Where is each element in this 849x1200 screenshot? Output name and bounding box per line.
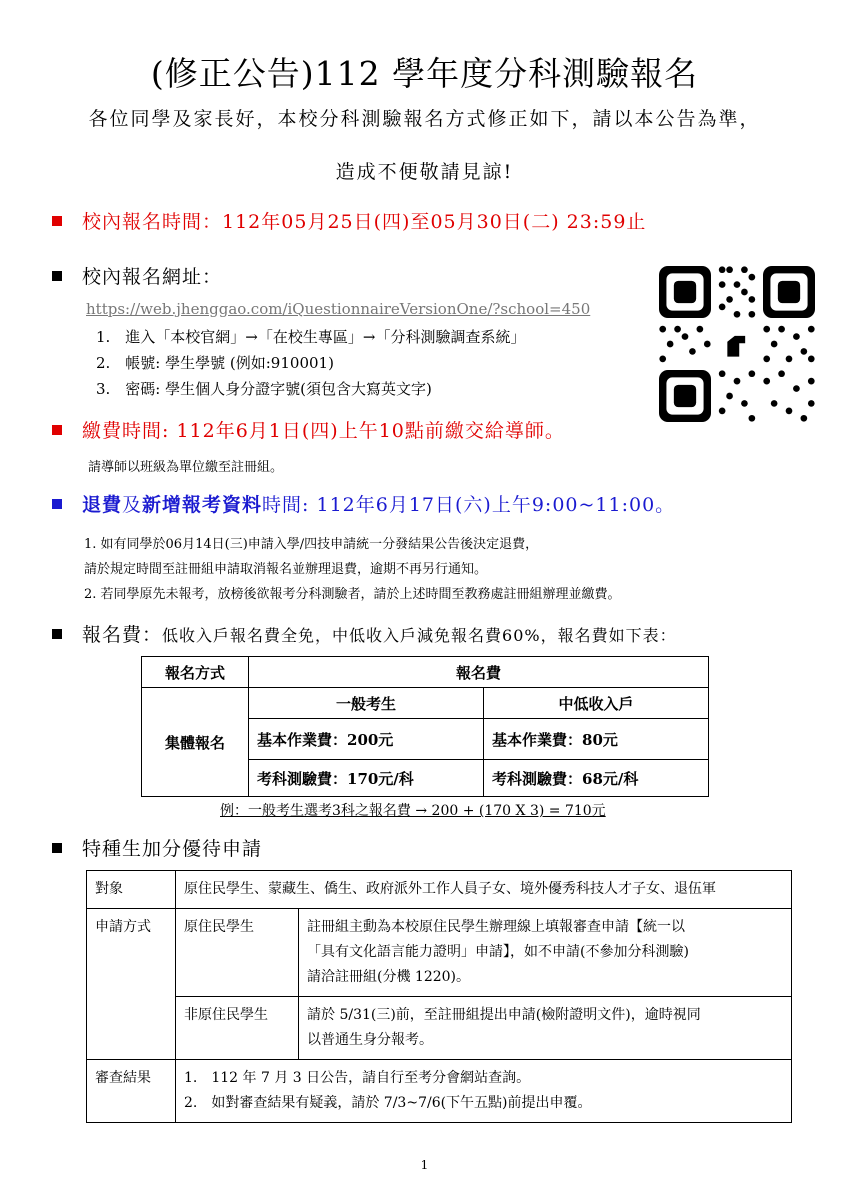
special-method-indigenous-text bbox=[299, 909, 792, 997]
refund-note-1: 1. 如有同學於06月14日(三)申請入學/四技申請統一分發結果公告後決定退費， bbox=[84, 537, 539, 552]
registration-url-link[interactable]: https://web.jhenggao.com/iQuestionnaireVersionOne/?school=450 bbox=[86, 300, 591, 318]
special-method-indigenous-line-1: 註冊組主動為本校原住民學生辦理線上填報審查申請【統一以 bbox=[307, 919, 685, 935]
fee-table-method: 集體報名 bbox=[142, 688, 249, 797]
special-method-indigenous: 原住民學生 bbox=[176, 909, 299, 997]
special-method-non-indigenous-line-1: 請於 5/31(三)前，至註冊組提出申請(檢附證明文件)，逾時視同 bbox=[307, 1007, 701, 1023]
special-result-line-1: 1. 112 年 7 月 3 日公告，請自行至考分會網站查詢。 bbox=[184, 1070, 531, 1086]
refund-note-1b: 請於規定時間至註冊組申請取消報名並辦理退費，逾期不再另行通知。 bbox=[84, 562, 488, 577]
special-row-target-label: 對象 bbox=[87, 871, 176, 909]
page-title: (修正公告)112 學年度分科測驗報名 bbox=[150, 54, 699, 93]
refund-time-heading: 退費及新增報考資料時間: 112年6月17日(六)上午9:00~11:00。 bbox=[52, 490, 675, 517]
refund-note-2: 2. 若同學原先未報考，放榜後欲報考分科測驗者，請於上述時間至教務處註冊組辦理並繳費。 bbox=[84, 587, 621, 602]
bullet-square-icon bbox=[52, 629, 62, 639]
step-2: 2. 帳號: 學生學號 (例如:910001) bbox=[96, 354, 334, 372]
payment-time-heading: 繳費時間: 112年6月1日(四)上午10點前繳交給導師。 bbox=[52, 416, 565, 443]
step-1: 1. 進入「本校官網」→「在校生專區」→「分科測驗調查系統」 bbox=[96, 328, 526, 346]
registration-url-heading: 校內報名網址： bbox=[52, 262, 222, 289]
bullet-square-icon bbox=[52, 499, 62, 509]
fee-heading: 報名費：低收入戶報名費全免，中低收入戶減免報名費60%，報名費如下表： bbox=[52, 620, 677, 647]
fee-table-header-fee: 報名費 bbox=[249, 657, 709, 688]
special-row-target-value: 原住民學生、蒙藏生、僑生、政府派外工作人員子女、境外優秀科技人才子女、退伍軍 bbox=[176, 871, 792, 909]
special-method-indigenous-line-2: 「具有文化語言能力證明」申請】，如不申請(不參加分科測驗) bbox=[307, 944, 689, 960]
bullet-square-icon bbox=[52, 216, 62, 226]
bullet-square-icon bbox=[52, 271, 62, 281]
special-method-non-indigenous-line-2: 以普通生身分報考。 bbox=[307, 1032, 433, 1048]
special-method-non-indigenous-text bbox=[299, 997, 792, 1060]
qr-code bbox=[659, 266, 815, 422]
intro-line-2: 造成不便敬請見諒! bbox=[335, 161, 514, 183]
fee-example: 例：一般考生選考3科之報名費 → 200 + (170 X 3) = 710元 bbox=[220, 803, 606, 819]
fee-table-header-method: 報名方式 bbox=[142, 657, 249, 688]
special-table bbox=[86, 870, 792, 1123]
intro-line-1: 各位同學及家長好，本校分科測驗報名方式修正如下，請以本公告為準， bbox=[88, 108, 761, 130]
special-row-result-label: 審查結果 bbox=[87, 1060, 176, 1123]
fee-low-exam: 考科測驗費：68元/科 bbox=[484, 760, 709, 797]
special-result-line-2: 2. 如對審查結果有疑義，請於 7/3~7/6(下午五點)前提出申覆。 bbox=[184, 1095, 592, 1111]
fee-table bbox=[141, 656, 709, 797]
bullet-square-icon bbox=[52, 843, 62, 853]
fee-general-base: 基本作業費：200元 bbox=[249, 719, 484, 760]
step-3: 3. 密碼: 學生個人身分證字號(須包含大寫英文字) bbox=[96, 380, 432, 398]
special-method-non-indigenous: 非原住民學生 bbox=[176, 997, 299, 1060]
payment-note: 請導師以班級為單位繳至註冊組。 bbox=[88, 460, 284, 475]
fee-low-base: 基本作業費：80元 bbox=[484, 719, 709, 760]
special-row-method-label: 申請方式 bbox=[87, 909, 176, 1060]
special-method-indigenous-line-3: 請洽註冊組(分機 1220)。 bbox=[307, 969, 471, 985]
fee-general-exam: 考科測驗費：170元/科 bbox=[249, 760, 484, 797]
fee-table-header-general: 一般考生 bbox=[249, 688, 484, 719]
registration-time-heading: 校內報名時間：112年05月25日(四)至05月30日(二) 23:59止 bbox=[52, 207, 646, 234]
page-number: 1 bbox=[420, 1158, 429, 1172]
fee-table-header-low-income: 中低收入戶 bbox=[484, 688, 709, 719]
special-heading: 特種生加分優待申請 bbox=[52, 834, 262, 861]
special-row-result-text bbox=[176, 1060, 792, 1123]
bullet-square-icon bbox=[52, 425, 62, 435]
